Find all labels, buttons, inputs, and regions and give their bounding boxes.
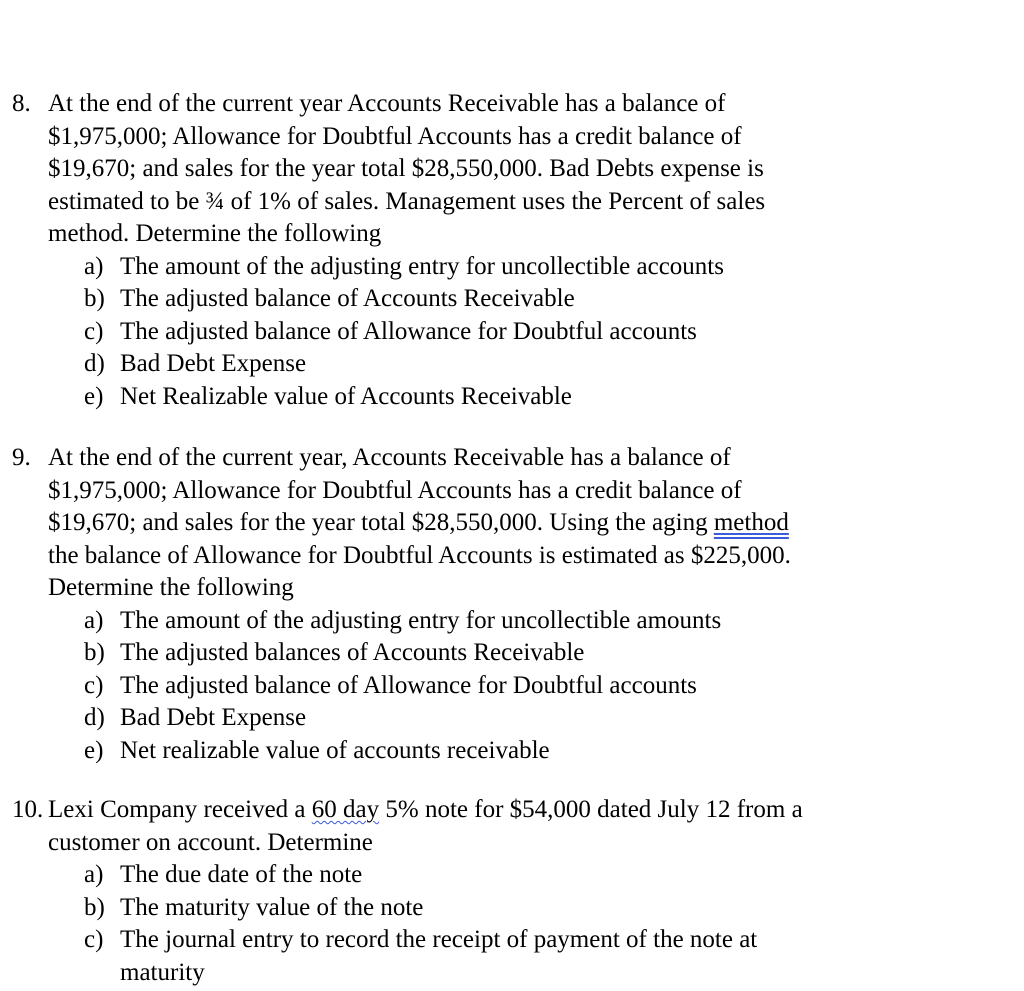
marked-phrase: 60 day: [311, 796, 380, 823]
list-item-letter: c): [84, 317, 104, 345]
question-text-span: Lexi Company received a: [48, 796, 306, 823]
list-item: [84, 637, 584, 670]
list-item-letter: e): [84, 382, 104, 410]
list-item: [84, 381, 572, 414]
list-item-text: Bad Debt Expense: [120, 704, 307, 731]
question-text-line: Determine the following: [48, 574, 294, 601]
list-item-letter: a): [84, 606, 104, 634]
list-item: [84, 735, 550, 768]
list-item: [84, 670, 697, 703]
list-item-letter: a): [84, 861, 104, 888]
question-text-line: $19,670; and sales for the year total $28,550,000. Bad Debts expense is: [48, 155, 764, 182]
list-item-text: The adjusted balance of Allowance for Doubtful accounts: [120, 317, 697, 345]
list-item-text: Bad Debt Expense: [120, 350, 307, 377]
question-text-span: $19,670; and sales for the year total $28,550,000. Using the aging: [48, 509, 708, 536]
list-item: [84, 892, 423, 925]
list-item-letter: b): [84, 639, 105, 666]
list-item-letter: b): [84, 893, 105, 921]
list-item-letter: d): [84, 350, 105, 377]
list-item-text: The adjusted balance of Accounts Receivable: [120, 285, 575, 312]
list-item: [84, 316, 697, 349]
question-text-line: $1,975,000; Allowance for Doubtful Accounts has a credit balance of: [48, 122, 742, 150]
list-item-text: The adjusted balance of Allowance for Doubtful accounts: [120, 671, 697, 699]
list-item-text: The due date of the note: [120, 861, 363, 888]
list-item: [84, 283, 575, 316]
list-item-text: The amount of the adjusting entry for uncollectible accounts: [120, 252, 724, 280]
list-item-text: The maturity value of the note: [120, 893, 424, 921]
list-item-letter: b): [84, 285, 105, 312]
list-item-text: The journal entry to record the receipt of payment of the note at: [120, 926, 758, 953]
list-item: [84, 348, 306, 381]
question-text-line: [48, 794, 803, 827]
question-text-line: method. Determine the following: [48, 220, 382, 247]
list-item-text: Net Realizable value of Accounts Receivable: [120, 382, 572, 410]
marked-word: method: [713, 509, 789, 536]
question-text-line: $1,975,000; Allowance for Doubtful Accounts has a credit balance of: [48, 476, 742, 504]
list-item-text: The amount of the adjusting entry for uncollectible amounts: [120, 606, 722, 634]
question-text-line: At the end of the current year, Accounts Receivable has a balance of: [48, 444, 731, 471]
question-number: 10.: [12, 796, 44, 823]
list-item-letter: c): [84, 671, 104, 699]
question-text-line: [48, 507, 789, 540]
question-text-line: estimated to be ¾ of 1% of sales. Management uses the Percent of sales: [48, 187, 766, 215]
list-item-letter: e): [84, 736, 104, 764]
list-item-continuation: maturity: [120, 958, 205, 986]
question-text-span: 5% note for $54,000 dated July 12 from a: [385, 796, 803, 823]
list-item-letter: c): [84, 926, 104, 953]
list-item: [84, 251, 724, 284]
question-number: 9.: [12, 444, 31, 471]
question-text-line: At the end of the current year Accounts Receivable has a balance of: [48, 90, 726, 117]
question-text-line: the balance of Allowance for Doubtful Accounts is estimated as $225,000.: [48, 541, 791, 569]
list-item-letter: d): [84, 704, 105, 731]
list-item: [84, 702, 306, 735]
list-item: [84, 924, 757, 957]
list-item-text: The adjusted balances of Accounts Receivable: [120, 639, 585, 666]
list-item-text: Net realizable value of accounts receivable: [120, 736, 550, 764]
question-number: 8.: [12, 90, 31, 117]
question-text-line: customer on account. Determine: [48, 828, 373, 856]
list-item-letter: a): [84, 252, 104, 280]
list-item: [84, 605, 721, 638]
list-item: [84, 859, 362, 892]
